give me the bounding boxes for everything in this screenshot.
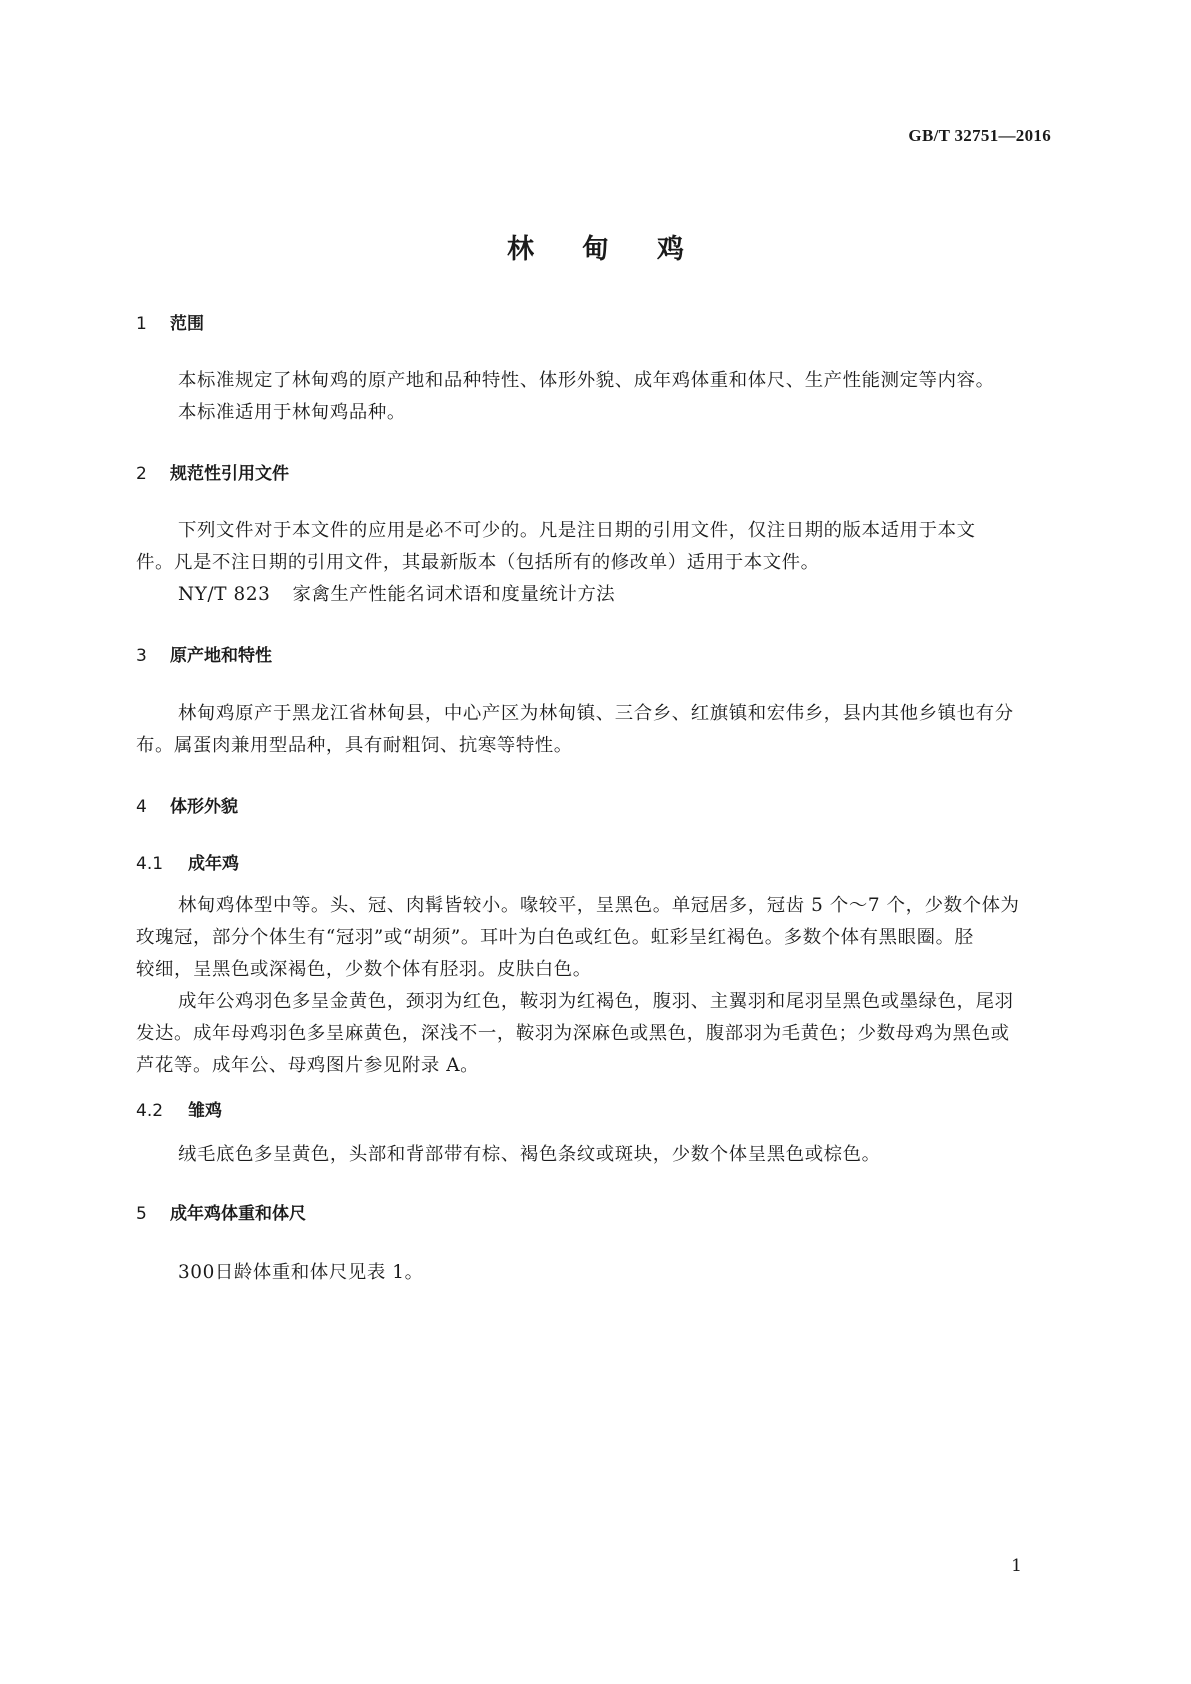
section-2-paragraph-line-2: 件。凡是不注日期的引用文件，其最新版本（包括所有的修改单）适用于本文件。 — [136, 552, 820, 573]
reference-code: NY/T 823 — [178, 584, 271, 605]
section-1-heading — [136, 309, 204, 334]
section-3-heading — [136, 641, 272, 666]
section-number: 3 — [136, 646, 147, 666]
standard-number: GB/T 32751—2016 — [908, 126, 1051, 145]
section-2-paragraph-line-1: 下列文件对于本文件的应用是必不可少的。凡是注日期的引用文件，仅注日期的版本适用于本文 — [178, 520, 976, 541]
section-3-paragraph-line-1: 林甸鸡原产于黑龙江省林甸县，中心产区为林甸镇、三合乡、红旗镇和宏伟乡，县内其他乡镇也有分 — [178, 703, 1014, 724]
section-1-paragraph-2: 本标准适用于林甸鸡品种。 — [178, 402, 406, 423]
normative-reference — [178, 580, 615, 606]
section-3-paragraph-line-2: 布。属蛋肉兼用型品种，具有耐粗饲、抗寒等特性。 — [136, 735, 573, 756]
section-number: 5 — [136, 1204, 147, 1224]
document-title: 林甸鸡 — [507, 234, 732, 265]
section-4-1-paragraph-1-line-3: 较细，呈黑色或深褐色，少数个体有胫羽。皮肤白色。 — [136, 959, 592, 980]
section-2-heading — [136, 459, 289, 484]
section-4-2-paragraph: 绒毛底色多呈黄色，头部和背部带有棕、褐色条纹或斑块，少数个体呈黑色或棕色。 — [178, 1144, 881, 1165]
subsection-number: 4.1 — [136, 854, 164, 874]
section-title: 成年鸡体重和体尺 — [170, 1204, 306, 1224]
subsection-title: 雏鸡 — [188, 1101, 222, 1121]
subsection-number: 4.2 — [136, 1101, 164, 1121]
section-5-paragraph: 300日龄体重和体尺见表 1。 — [178, 1262, 424, 1283]
section-4-1-heading — [136, 849, 239, 874]
section-title: 体形外貌 — [170, 797, 238, 817]
reference-title: 家禽生产性能名词术语和度量统计方法 — [292, 584, 616, 605]
section-title: 范围 — [170, 314, 204, 334]
section-title: 原产地和特性 — [170, 646, 272, 666]
section-4-1-paragraph-2-line-1: 成年公鸡羽色多呈金黄色，颈羽为红色，鞍羽为红褐色，腹羽、主翼羽和尾羽呈黑色或墨绿色，尾羽 — [178, 991, 1014, 1012]
section-4-1-paragraph-2-line-3: 芦花等。成年公、母鸡图片参见附录 A。 — [136, 1055, 480, 1076]
subsection-title: 成年鸡 — [188, 854, 239, 874]
section-number: 4 — [136, 797, 147, 817]
section-number: 1 — [136, 314, 147, 334]
section-1-paragraph-1: 本标准规定了林甸鸡的原产地和品种特性、体形外貌、成年鸡体重和体尺、生产性能测定等内容。 — [178, 370, 995, 391]
section-title: 规范性引用文件 — [170, 464, 289, 484]
section-4-heading — [136, 792, 238, 817]
section-4-1-paragraph-1-line-1: 林甸鸡体型中等。头、冠、肉髯皆较小。喙较平，呈黑色。单冠居多，冠齿 5 个～7 个，少数个体为 — [178, 895, 1020, 916]
section-4-1-paragraph-2-line-2: 发达。成年母鸡羽色多呈麻黄色，深浅不一，鞍羽为深麻色或黑色，腹部羽为毛黄色；少数母鸡为黑色或 — [136, 1023, 1010, 1044]
section-5-heading — [136, 1199, 306, 1224]
page-number: 1 — [1011, 1556, 1022, 1576]
section-4-1-paragraph-1-line-2: 玫瑰冠，部分个体生有“冠羽”或“胡须”。耳叶为白色或红色。虹彩呈红褐色。多数个体有黑眼圈。胫 — [136, 927, 974, 948]
section-4-2-heading — [136, 1096, 222, 1121]
section-number: 2 — [136, 464, 147, 484]
